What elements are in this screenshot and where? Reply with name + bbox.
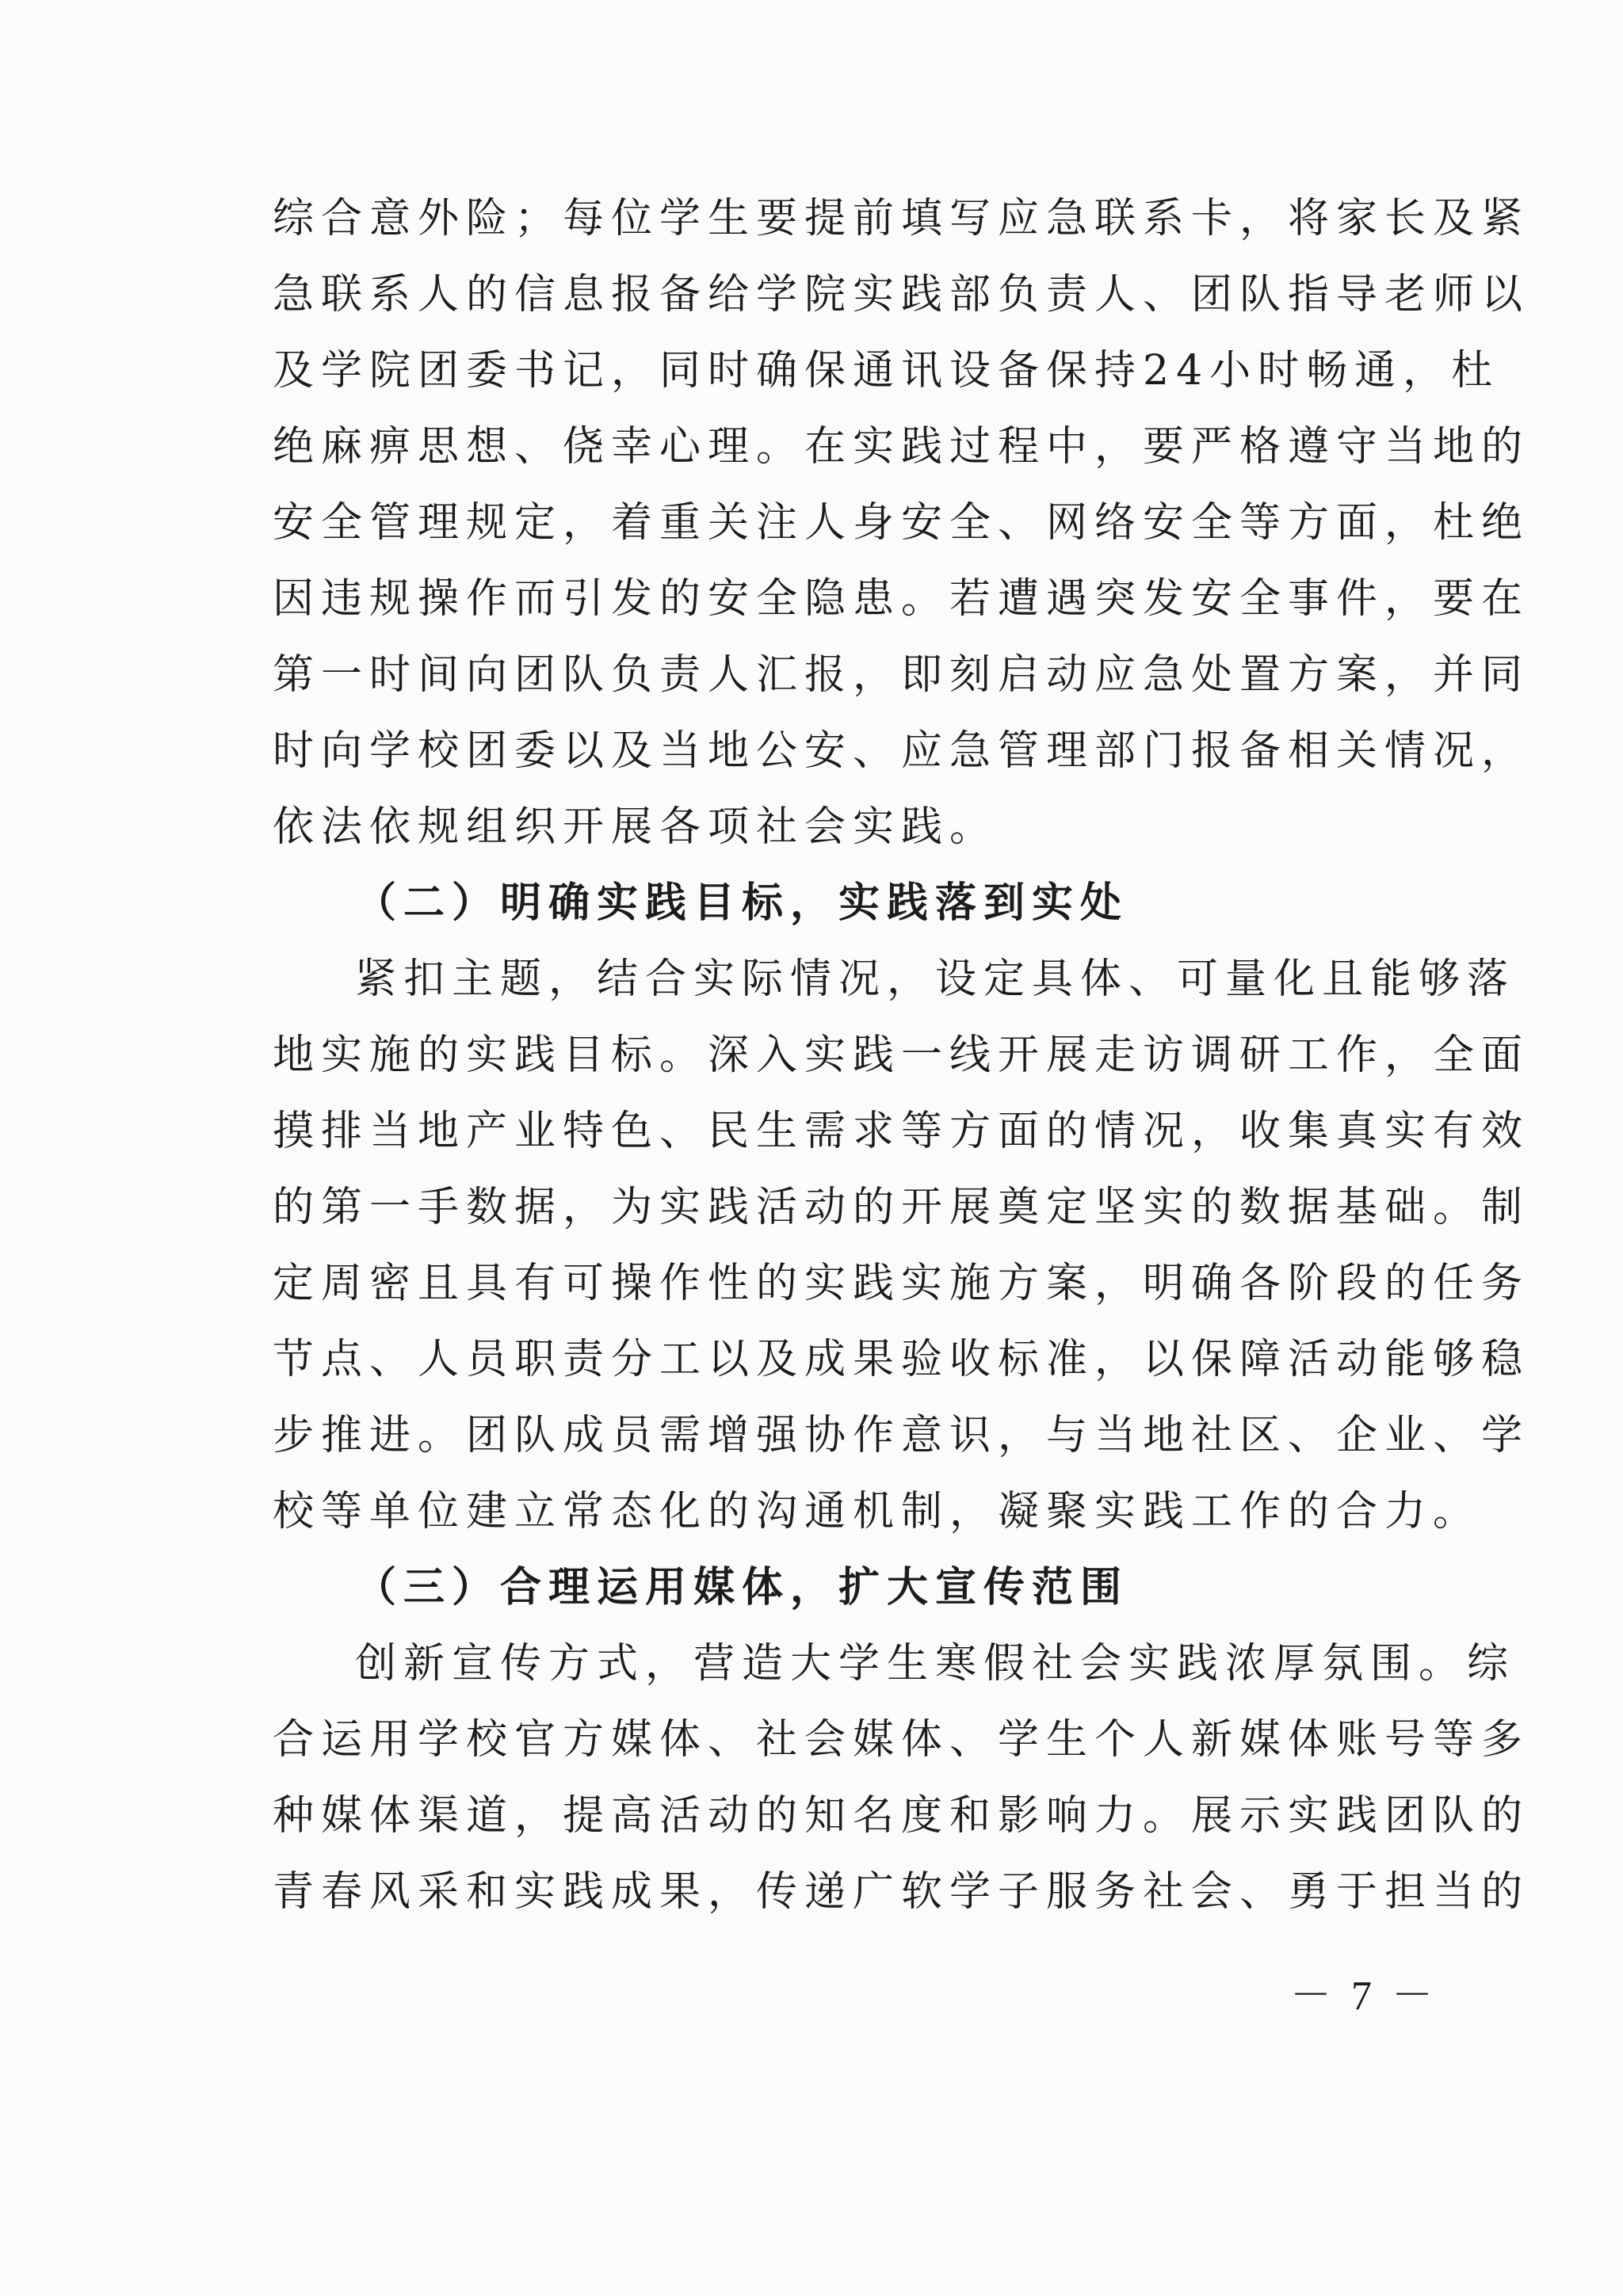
text-line: 时向学校团委以及当地公安、应急管理部门报备相关情况， [273, 727, 1530, 775]
section-heading-2 [273, 865, 1382, 941]
text-line: 急联系人的信息报备给学院实践部负责人、团队指导老师以 [273, 271, 1530, 318]
text-line: 摸排当地产业特色、民生需求等方面的情况，收集真实有效 [273, 1108, 1530, 1155]
text-line: 综合意外险；每位学生要提前填写应急联系卡，将家长及紧 [273, 195, 1530, 242]
text-line: 及学院团委书记，同时确保通讯设备保持24小时畅通，杜 [273, 347, 1500, 395]
text-line: 因违规操作而引发的安全隐患。若遭遇突发安全事件，要在 [273, 575, 1530, 623]
text-line: 的第一手数据，为实践活动的开展奠定坚实的数据基础。制 [273, 1184, 1530, 1231]
text-line: 安全管理规定，着重关注人身安全、网络安全等方面，杜绝 [273, 499, 1530, 547]
text-line: 种媒体渠道，提高活动的知名度和影响力。展示实践团队的 [273, 1792, 1530, 1840]
text-line: 青春风采和实践成果，传递广软学子服务社会、勇于担当的 [273, 1868, 1530, 1916]
paragraph-media [273, 1626, 1530, 1930]
text-line: 第一时间向团队负责人汇报，即刻启动应急处置方案，并同 [273, 651, 1530, 699]
text-line: 紧扣主题，结合实际情况，设定具体、可量化且能够落 [355, 955, 1516, 1003]
page-number: － 7 － [1290, 1974, 1438, 2019]
text-line: 创新宣传方式，营造大学生寒假社会实践浓厚氛围。综 [355, 1640, 1516, 1688]
paragraph-safety [273, 181, 1530, 865]
text-line: 节点、人员职责分工以及成果验收标准，以保障活动能够稳 [273, 1336, 1530, 1383]
paragraph-goals [273, 941, 1530, 1550]
document-body [273, 181, 1530, 1930]
section-heading-3 [273, 1550, 1382, 1626]
text-line: 步推进。团队成员需增强协作意识，与当地社区、企业、学 [273, 1412, 1530, 1459]
text-line: 地实施的实践目标。深入实践一线开展走访调研工作，全面 [273, 1032, 1530, 1079]
text-line: 校等单位建立常态化的沟通机制，凝聚实践工作的合力。 [273, 1488, 1482, 1535]
text-line: 绝麻痹思想、侥幸心理。在实践过程中，要严格遵守当地的 [273, 423, 1530, 471]
text-line: 合运用学校官方媒体、社会媒体、学生个人新媒体账号等多 [273, 1716, 1530, 1764]
text-line: 依法依规组织开展各项社会实践。 [273, 803, 999, 851]
heading-text: （三）合理运用媒体，扩大宣传范围 [355, 1563, 1129, 1611]
text-line: 定周密且具有可操作性的实践实施方案，明确各阶段的任务 [273, 1260, 1530, 1307]
heading-text: （二）明确实践目标，实践落到实处 [355, 879, 1129, 927]
